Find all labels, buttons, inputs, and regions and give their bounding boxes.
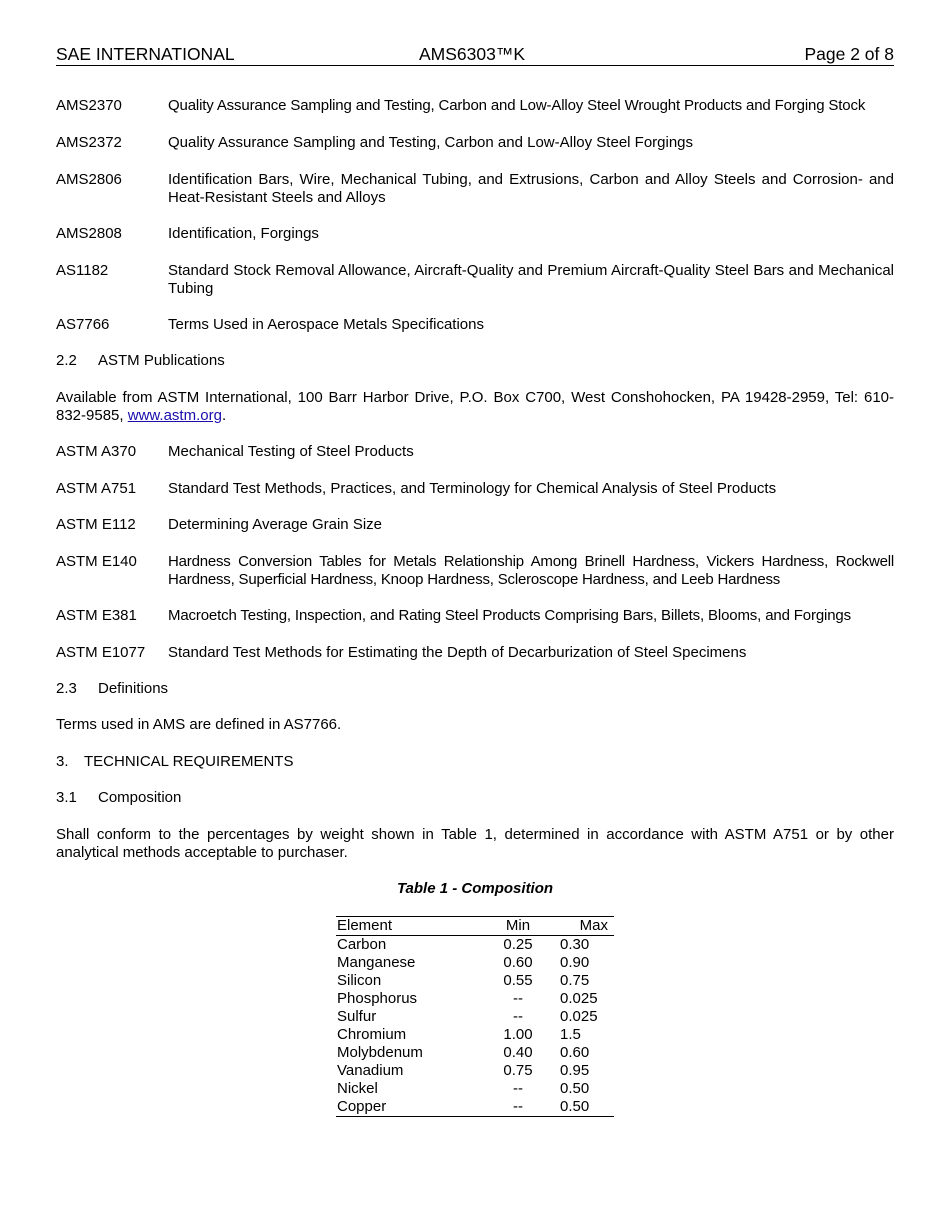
- cell-element: Vanadium: [337, 1062, 404, 1079]
- cell-element: Manganese: [337, 954, 416, 971]
- reference-title: Identification, Forgings: [168, 225, 319, 242]
- reference-code: AMS2372: [56, 134, 122, 151]
- section-number: 2.3: [56, 680, 77, 697]
- reference-code: AS1182: [56, 262, 109, 279]
- section-number: 3.: [56, 753, 69, 770]
- table-row: [336, 972, 614, 990]
- table-row: [336, 1044, 614, 1062]
- table-row: [336, 1062, 614, 1080]
- cell-min: 0.40: [503, 1044, 533, 1061]
- reference-item: [56, 553, 894, 589]
- cell-max: 1.5: [560, 1026, 581, 1043]
- astm-address-text: Available from ASTM International, 100 Barr Harbor Drive, P.O. Box C700, West Conshohocken, PA 19428-2959, Tel: 610-832-9585,: [56, 389, 894, 424]
- table-row: [336, 954, 614, 972]
- reference-item: [56, 97, 894, 115]
- cell-element: Carbon: [337, 936, 387, 953]
- cell-max: 0.60: [560, 1044, 590, 1061]
- cell-min: 0.55: [503, 972, 533, 989]
- astm-website-link[interactable]: www.astm.org: [127, 407, 222, 424]
- section-title: Definitions: [98, 680, 169, 697]
- page-header: [56, 44, 894, 66]
- cell-max: 0.50: [560, 1080, 590, 1097]
- cell-min: --: [513, 1098, 523, 1115]
- cell-min: 0.60: [503, 954, 533, 971]
- reference-item: [56, 480, 894, 498]
- header-page-number: Page 2 of 8: [804, 44, 894, 64]
- reference-item: [56, 443, 894, 461]
- reference-title: Standard Test Methods, Practices, and Terminology for Chemical Analysis of Steel Products: [168, 480, 777, 497]
- section-number: 2.2: [56, 352, 77, 369]
- composition-table: [336, 916, 614, 1117]
- reference-code: ASTM A751: [56, 480, 137, 497]
- cell-min: --: [513, 990, 523, 1007]
- cell-max: 0.50: [560, 1098, 590, 1115]
- reference-item: [56, 225, 894, 243]
- table-caption: Table 1 - Composition: [396, 880, 554, 897]
- reference-code: AS7766: [56, 316, 110, 333]
- reference-title: Standard Test Methods for Estimating the Depth of Decarburization of Steel Specimens: [168, 644, 747, 661]
- reference-item: [56, 607, 894, 625]
- cell-max: 0.75: [560, 972, 590, 989]
- section-heading-3: [56, 753, 293, 771]
- cell-element: Sulfur: [337, 1008, 377, 1025]
- astm-availability-paragraph: [56, 389, 894, 425]
- reference-title: Hardness Conversion Tables for Metals Relationship Among Brinell Hardness, Vickers Hardness, Rockwell Hardness, Superficial Hardness, Knoop Hardness, Scleroscope Hardness, and Leeb Hardness: [168, 553, 894, 588]
- cell-max: 0.90: [560, 954, 590, 971]
- section-title: Composition: [98, 789, 182, 806]
- reference-title: Macroetch Testing, Inspection, and Rating Steel Products Comprising Bars, Billets, Blooms, and Forgings: [168, 607, 851, 624]
- definitions-paragraph: Terms used in AMS are defined in AS7766.: [56, 716, 342, 733]
- astm-period: .: [221, 407, 227, 424]
- reference-title: Quality Assurance Sampling and Testing, Carbon and Low-Alloy Steel Forgings: [168, 134, 694, 151]
- table-row: [336, 990, 614, 1008]
- cell-max: 0.95: [560, 1062, 590, 1079]
- reference-title: Quality Assurance Sampling and Testing, Carbon and Low-Alloy Steel Wrought Products and Forging Stock: [168, 97, 866, 114]
- cell-min: --: [513, 1080, 523, 1097]
- column-header-min: Min: [505, 917, 531, 934]
- cell-element: Silicon: [337, 972, 382, 989]
- cell-max: 0.025: [560, 990, 598, 1007]
- reference-title: Terms Used in Aerospace Metals Specifications: [168, 316, 484, 333]
- reference-title: Identification Bars, Wire, Mechanical Tubing, and Extrusions, Carbon and Alloy Steels and Corrosion- and Heat-Resistant Steels and Alloys: [168, 171, 894, 206]
- reference-code: ASTM E381: [56, 607, 137, 624]
- reference-title: Standard Stock Removal Allowance, Aircraft-Quality and Premium Aircraft-Quality Steel Bars and Mechanical Tubing: [168, 262, 894, 297]
- table-row: [336, 1008, 614, 1026]
- reference-item: [56, 134, 894, 152]
- cell-max: 0.025: [560, 1008, 598, 1025]
- table-row: [336, 1080, 614, 1098]
- cell-min: 0.25: [503, 936, 533, 953]
- cell-element: Molybdenum: [337, 1044, 423, 1061]
- table-row: [336, 936, 614, 955]
- header-organization: SAE INTERNATIONAL: [56, 44, 235, 64]
- section-title: ASTM Publications: [98, 352, 225, 369]
- table-row: [336, 1098, 614, 1117]
- section-heading-2-3: [56, 680, 168, 698]
- cell-element: Nickel: [337, 1080, 378, 1097]
- cell-element: Phosphorus: [337, 990, 418, 1007]
- cell-min: 0.75: [503, 1062, 533, 1079]
- reference-code: AMS2808: [56, 225, 122, 242]
- reference-code: ASTM A370: [56, 443, 137, 460]
- cell-max: 0.30: [560, 936, 590, 953]
- reference-code: ASTM E1077: [56, 644, 146, 661]
- table-row: [336, 1026, 614, 1044]
- reference-code: AMS2806: [56, 171, 122, 188]
- header-document-number: AMS6303™K: [419, 44, 526, 64]
- column-header-max: Max: [579, 917, 608, 934]
- section-number: 3.1: [56, 789, 77, 806]
- reference-item: [56, 316, 894, 334]
- cell-element: Chromium: [337, 1026, 407, 1043]
- reference-item: [56, 262, 894, 298]
- reference-title: Mechanical Testing of Steel Products: [168, 443, 414, 460]
- cell-element: Copper: [337, 1098, 387, 1115]
- reference-title: Determining Average Grain Size: [168, 516, 382, 533]
- reference-code: ASTM E140: [56, 553, 137, 570]
- reference-item: [56, 516, 894, 534]
- reference-item: [56, 171, 894, 207]
- section-heading-2-2: [56, 352, 225, 370]
- column-header-element: Element: [337, 917, 393, 934]
- reference-item: [56, 644, 894, 662]
- cell-min: 1.00: [503, 1026, 533, 1043]
- reference-code: ASTM E112: [56, 516, 136, 533]
- section-heading-3-1: [56, 789, 181, 807]
- cell-min: --: [513, 1008, 523, 1025]
- composition-paragraph: Shall conform to the percentages by weight shown in Table 1, determined in accordance with ASTM A751 or by other analytical methods acceptable to purchaser.: [56, 826, 894, 861]
- table-header-row: [336, 917, 614, 936]
- reference-code: AMS2370: [56, 97, 122, 114]
- section-title: TECHNICAL REQUIREMENTS: [84, 753, 294, 770]
